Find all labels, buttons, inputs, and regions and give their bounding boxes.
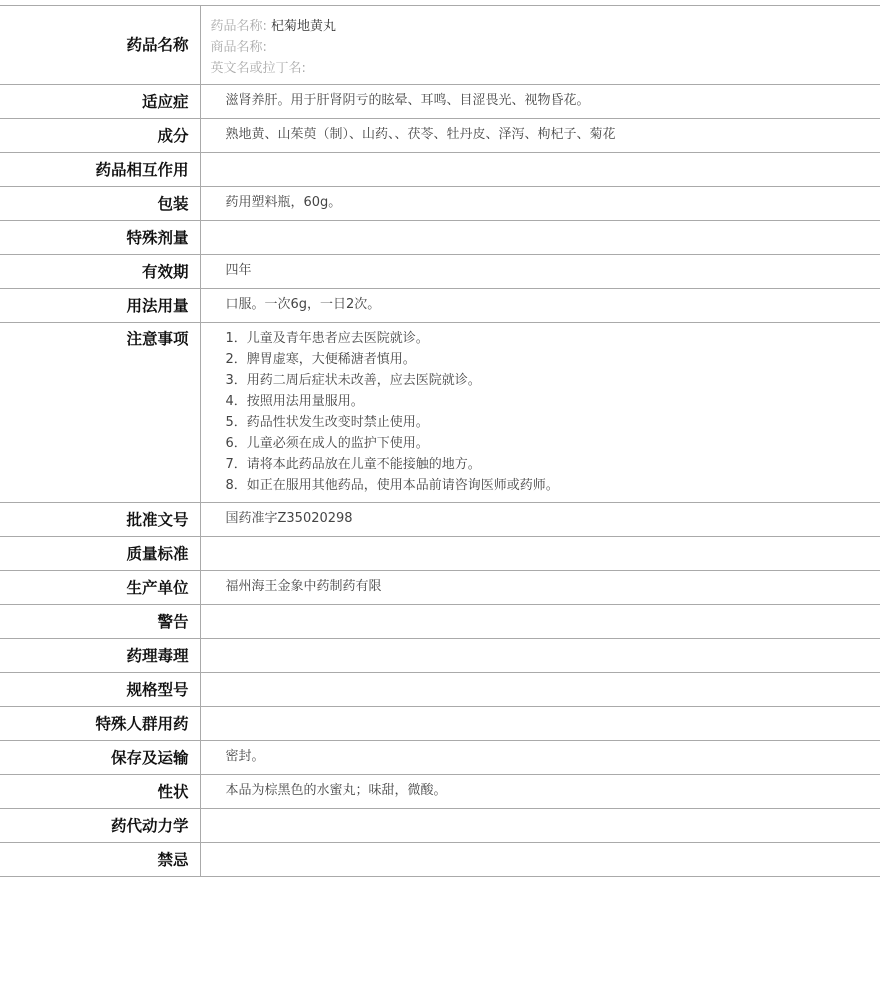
row-value: 口服。一次6g，一日2次。 <box>200 289 880 323</box>
table-row <box>0 537 880 571</box>
row-value <box>200 639 880 673</box>
generic-name-line <box>211 16 880 37</box>
table-row <box>0 119 880 153</box>
row-value: 福州海王金象中药制药有限 <box>200 571 880 605</box>
row-value <box>200 153 880 187</box>
table-row <box>0 153 880 187</box>
row-label: 性状 <box>0 775 200 809</box>
table-row <box>0 673 880 707</box>
row-value: 密封。 <box>200 741 880 775</box>
row-drug-name <box>0 6 880 85</box>
table-row <box>0 187 880 221</box>
table-row <box>0 775 880 809</box>
row-value: 本品为棕黑色的水蜜丸；味甜，微酸。 <box>200 775 880 809</box>
row-label: 用法用量 <box>0 289 200 323</box>
row-label: 成分 <box>0 119 200 153</box>
list-item: 4．按照用法用量服用。 <box>225 394 364 409</box>
row-value <box>200 707 880 741</box>
table-row <box>0 741 880 775</box>
table-row <box>0 221 880 255</box>
row-value <box>200 605 880 639</box>
list-item: 8．如正在服用其他药品，使用本品前请咨询医师或药师。 <box>225 478 559 493</box>
row-label: 注意事项 <box>0 323 200 503</box>
table-row <box>0 255 880 289</box>
row-label: 药代动力学 <box>0 809 200 843</box>
list-item: 2．脾胃虚寒，大便稀溏者慎用。 <box>225 352 416 367</box>
row-value <box>200 809 880 843</box>
row-label: 规格型号 <box>0 673 200 707</box>
drug-info-table <box>0 5 880 877</box>
row-value <box>200 537 880 571</box>
row-label: 药品相互作用 <box>0 153 200 187</box>
trade-name-label: 商品名称: <box>210 40 267 55</box>
table-row <box>0 85 880 119</box>
list-item: 1．儿童及青年患者应去医院就诊。 <box>225 331 429 346</box>
row-label: 适应症 <box>0 85 200 119</box>
row-value <box>200 843 880 877</box>
row-label: 保存及运输 <box>0 741 200 775</box>
table-row <box>0 605 880 639</box>
table-row <box>0 707 880 741</box>
row-label: 批准文号 <box>0 503 200 537</box>
table-row <box>0 639 880 673</box>
list-item: 5．药品性状发生改变时禁止使用。 <box>225 415 429 430</box>
row-value: 滋肾养肝。用于肝肾阴亏的眩晕、耳鸣、目涩畏光、视物昏花。 <box>200 85 880 119</box>
generic-name-value: 杞菊地黄丸 <box>271 19 337 34</box>
table-row <box>0 503 880 537</box>
row-label: 药品名称 <box>0 6 200 85</box>
row-label: 有效期 <box>0 255 200 289</box>
row-value <box>200 673 880 707</box>
row-label: 特殊人群用药 <box>0 707 200 741</box>
english-name-label: 英文名或拉丁名: <box>210 61 306 76</box>
row-label: 禁忌 <box>0 843 200 877</box>
row-label: 生产单位 <box>0 571 200 605</box>
table-row <box>0 843 880 877</box>
drug-name-cell <box>200 6 880 85</box>
table-row <box>0 289 880 323</box>
list-item: 6．儿童必须在成人的监护下使用。 <box>225 436 429 451</box>
row-label: 包装 <box>0 187 200 221</box>
list-item: 7．请将本此药品放在儿童不能接触的地方。 <box>225 457 481 472</box>
row-value: 四年 <box>200 255 880 289</box>
row-label: 药理毒理 <box>0 639 200 673</box>
row-label: 特殊剂量 <box>0 221 200 255</box>
table-row <box>0 571 880 605</box>
list-item: 3．用药二周后症状未改善，应去医院就诊。 <box>225 373 481 388</box>
precautions-list <box>226 328 880 496</box>
generic-name-label: 药品名称: <box>210 19 267 34</box>
precautions-list-cell <box>200 323 880 503</box>
row-label: 质量标准 <box>0 537 200 571</box>
drug-info-sheet <box>0 5 880 877</box>
row-value: 药用塑料瓶，60g。 <box>200 187 880 221</box>
row-value <box>200 221 880 255</box>
row-label: 警告 <box>0 605 200 639</box>
table-row <box>0 809 880 843</box>
row-precautions <box>0 323 880 503</box>
row-value: 熟地黄、山茱萸（制）、山药、、茯苓、牡丹皮、泽泻、枸杞子、菊花 <box>200 119 880 153</box>
row-value: 国药准字Z35020298 <box>200 503 880 537</box>
